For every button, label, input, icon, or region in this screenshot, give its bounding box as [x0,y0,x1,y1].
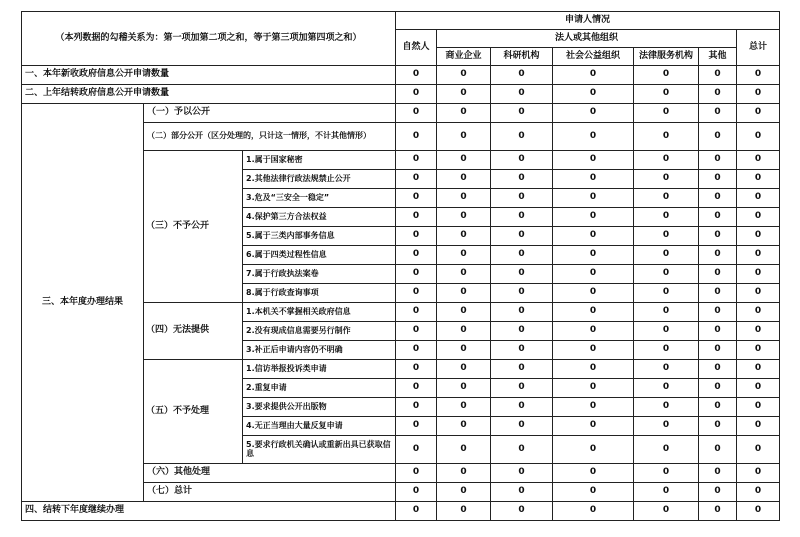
value-cell: 0 [634,104,699,123]
value-cell: 0 [634,483,699,502]
value-cell: 0 [634,227,699,246]
value-cell: 0 [437,341,491,360]
value-cell: 0 [491,227,553,246]
col-header-research: 科研机构 [491,48,553,66]
value-cell: 0 [437,104,491,123]
disclosure-statistics-table [21,11,780,521]
value-cell: 0 [737,85,780,104]
value-cell: 0 [737,227,780,246]
row-label: （七）总计 [144,483,396,502]
col-header-legal-service: 法律服务机构 [634,48,699,66]
value-cell: 0 [437,265,491,284]
value-cell: 0 [553,417,634,436]
table-row [22,66,780,85]
value-cell: 0 [699,322,737,341]
value-cell: 0 [437,322,491,341]
value-cell: 0 [699,123,737,151]
value-cell: 0 [553,151,634,170]
value-cell: 0 [737,436,780,464]
value-cell: 0 [737,303,780,322]
value-cell: 0 [737,322,780,341]
value-cell: 0 [437,464,491,483]
row-label: 1.本机关不掌握相关政府信息 [243,303,396,322]
value-cell: 0 [634,208,699,227]
value-cell: 0 [396,208,437,227]
row-label: 2.其他法律行政法规禁止公开 [243,170,396,189]
value-cell: 0 [553,208,634,227]
value-cell: 0 [491,398,553,417]
value-cell: 0 [437,284,491,303]
value-cell: 0 [737,341,780,360]
value-cell: 0 [396,322,437,341]
value-cell: 0 [699,265,737,284]
value-cell: 0 [699,341,737,360]
value-cell: 0 [553,189,634,208]
value-cell: 0 [699,151,737,170]
value-cell: 0 [699,483,737,502]
value-cell: 0 [553,303,634,322]
col-header-public-welfare: 社会公益组织 [553,48,634,66]
value-cell: 0 [396,436,437,464]
row-label: 四、结转下年度继续办理 [22,502,396,521]
value-cell: 0 [437,398,491,417]
value-cell: 0 [553,85,634,104]
value-cell: 0 [491,170,553,189]
row-label: 7.属于行政执法案卷 [243,265,396,284]
value-cell: 0 [437,360,491,379]
row-label: 5.要求行政机关确认或重新出具已获取信息 [243,436,396,464]
value-cell: 0 [553,360,634,379]
row-label: （六）其他处理 [144,464,396,483]
value-cell: 0 [553,284,634,303]
table-row [22,85,780,104]
value-cell: 0 [699,360,737,379]
value-cell: 0 [491,66,553,85]
value-cell: 0 [437,303,491,322]
value-cell: 0 [737,208,780,227]
row-label: （一）予以公开 [144,104,396,123]
value-cell: 0 [737,502,780,521]
value-cell: 0 [699,66,737,85]
value-cell: 0 [634,322,699,341]
not-disclosed-group-label: （三）不予公开 [144,151,243,303]
value-cell: 0 [634,265,699,284]
value-cell: 0 [396,464,437,483]
value-cell: 0 [437,151,491,170]
value-cell: 0 [737,66,780,85]
value-cell: 0 [634,303,699,322]
table-row [22,104,780,123]
value-cell: 0 [634,341,699,360]
value-cell: 0 [553,398,634,417]
col-header-other: 其他 [699,48,737,66]
value-cell: 0 [491,265,553,284]
value-cell: 0 [491,322,553,341]
value-cell: 0 [553,246,634,265]
value-cell: 0 [396,265,437,284]
value-cell: 0 [553,483,634,502]
section3-label: 三、本年度办理结果 [22,104,144,502]
value-cell: 0 [491,123,553,151]
value-cell: 0 [737,398,780,417]
value-cell: 0 [553,502,634,521]
value-cell: 0 [634,189,699,208]
value-cell: 0 [737,104,780,123]
row-label: （二）部分公开（区分处理的，只计这一情形，不计其他情形） [144,123,396,151]
value-cell: 0 [396,151,437,170]
row-label: 2.重复申请 [243,379,396,398]
value-cell: 0 [699,284,737,303]
row-label: 一、本年新收政府信息公开申请数量 [22,66,396,85]
unable-group-label: （四）无法提供 [144,303,243,360]
legal-group-header: 法人或其他组织 [437,30,737,48]
row-label: 6.属于四类过程性信息 [243,246,396,265]
col-header-business: 商业企业 [437,48,491,66]
applicant-info-header: 申请人情况 [396,12,780,30]
value-cell: 0 [737,483,780,502]
value-cell: 0 [396,398,437,417]
row-label: 二、上年结转政府信息公开申请数量 [22,85,396,104]
value-cell: 0 [437,502,491,521]
value-cell: 0 [699,104,737,123]
value-cell: 0 [737,417,780,436]
value-cell: 0 [634,284,699,303]
value-cell: 0 [699,170,737,189]
value-cell: 0 [699,227,737,246]
value-cell: 0 [634,464,699,483]
value-cell: 0 [699,208,737,227]
value-cell: 0 [396,66,437,85]
value-cell: 0 [396,170,437,189]
value-cell: 0 [699,417,737,436]
value-cell: 0 [553,227,634,246]
value-cell: 0 [437,379,491,398]
value-cell: 0 [491,303,553,322]
value-cell: 0 [634,123,699,151]
value-cell: 0 [491,379,553,398]
natural-person-header: 自然人 [396,30,437,66]
value-cell: 0 [396,360,437,379]
row-label: 3.补正后申请内容仍不明确 [243,341,396,360]
value-cell: 0 [553,322,634,341]
value-cell: 0 [634,151,699,170]
value-cell: 0 [737,379,780,398]
value-cell: 0 [553,170,634,189]
value-cell: 0 [491,85,553,104]
value-cell: 0 [634,246,699,265]
value-cell: 0 [553,123,634,151]
value-cell: 0 [737,284,780,303]
value-cell: 0 [737,246,780,265]
value-cell: 0 [491,104,553,123]
value-cell: 0 [737,151,780,170]
value-cell: 0 [396,303,437,322]
value-cell: 0 [396,246,437,265]
value-cell: 0 [553,66,634,85]
value-cell: 0 [634,85,699,104]
value-cell: 0 [396,341,437,360]
value-cell: 0 [491,360,553,379]
value-cell: 0 [699,436,737,464]
value-cell: 0 [553,436,634,464]
value-cell: 0 [699,246,737,265]
value-cell: 0 [396,502,437,521]
value-cell: 0 [634,436,699,464]
value-cell: 0 [491,284,553,303]
value-cell: 0 [699,398,737,417]
value-cell: 0 [699,502,737,521]
value-cell: 0 [396,189,437,208]
value-cell: 0 [437,85,491,104]
value-cell: 0 [737,464,780,483]
value-cell: 0 [553,464,634,483]
not-processed-group-label: （五）不予处理 [144,360,243,464]
value-cell: 0 [437,66,491,85]
value-cell: 0 [437,227,491,246]
table-note: （本列数据的勾稽关系为：第一项加第二项之和，等于第三项加第四项之和） [22,12,396,66]
value-cell: 0 [699,464,737,483]
value-cell: 0 [437,208,491,227]
value-cell: 0 [699,303,737,322]
row-label: 5.属于三类内部事务信息 [243,227,396,246]
value-cell: 0 [491,151,553,170]
value-cell: 0 [699,379,737,398]
value-cell: 0 [491,246,553,265]
value-cell: 0 [634,66,699,85]
value-cell: 0 [396,227,437,246]
value-cell: 0 [491,502,553,521]
value-cell: 0 [491,208,553,227]
row-label: 8.属于行政查询事项 [243,284,396,303]
value-cell: 0 [491,436,553,464]
value-cell: 0 [737,360,780,379]
value-cell: 0 [396,284,437,303]
value-cell: 0 [737,189,780,208]
value-cell: 0 [396,379,437,398]
value-cell: 0 [634,398,699,417]
value-cell: 0 [396,104,437,123]
row-label: 3.要求提供公开出版物 [243,398,396,417]
value-cell: 0 [437,436,491,464]
value-cell: 0 [491,341,553,360]
value-cell: 0 [437,483,491,502]
value-cell: 0 [491,417,553,436]
value-cell: 0 [437,123,491,151]
value-cell: 0 [634,417,699,436]
value-cell: 0 [437,189,491,208]
value-cell: 0 [634,360,699,379]
row-label: 2.没有现成信息需要另行制作 [243,322,396,341]
value-cell: 0 [737,170,780,189]
value-cell: 0 [437,417,491,436]
row-label: 4.无正当理由大量反复申请 [243,417,396,436]
value-cell: 0 [553,104,634,123]
value-cell: 0 [737,265,780,284]
value-cell: 0 [437,246,491,265]
value-cell: 0 [396,483,437,502]
value-cell: 0 [491,189,553,208]
value-cell: 0 [491,464,553,483]
value-cell: 0 [634,170,699,189]
value-cell: 0 [634,502,699,521]
value-cell: 0 [553,379,634,398]
value-cell: 0 [396,85,437,104]
table-row [22,502,780,521]
value-cell: 0 [737,123,780,151]
value-cell: 0 [553,341,634,360]
row-label: 1.信访举报投诉类申请 [243,360,396,379]
total-header: 总计 [737,30,780,66]
row-label: 3.危及“三安全一稳定” [243,189,396,208]
row-label: 1.属于国家秘密 [243,151,396,170]
value-cell: 0 [553,265,634,284]
row-label: 4.保护第三方合法权益 [243,208,396,227]
value-cell: 0 [699,85,737,104]
value-cell: 0 [634,379,699,398]
value-cell: 0 [437,170,491,189]
value-cell: 0 [491,483,553,502]
value-cell: 0 [396,417,437,436]
value-cell: 0 [699,189,737,208]
value-cell: 0 [396,123,437,151]
